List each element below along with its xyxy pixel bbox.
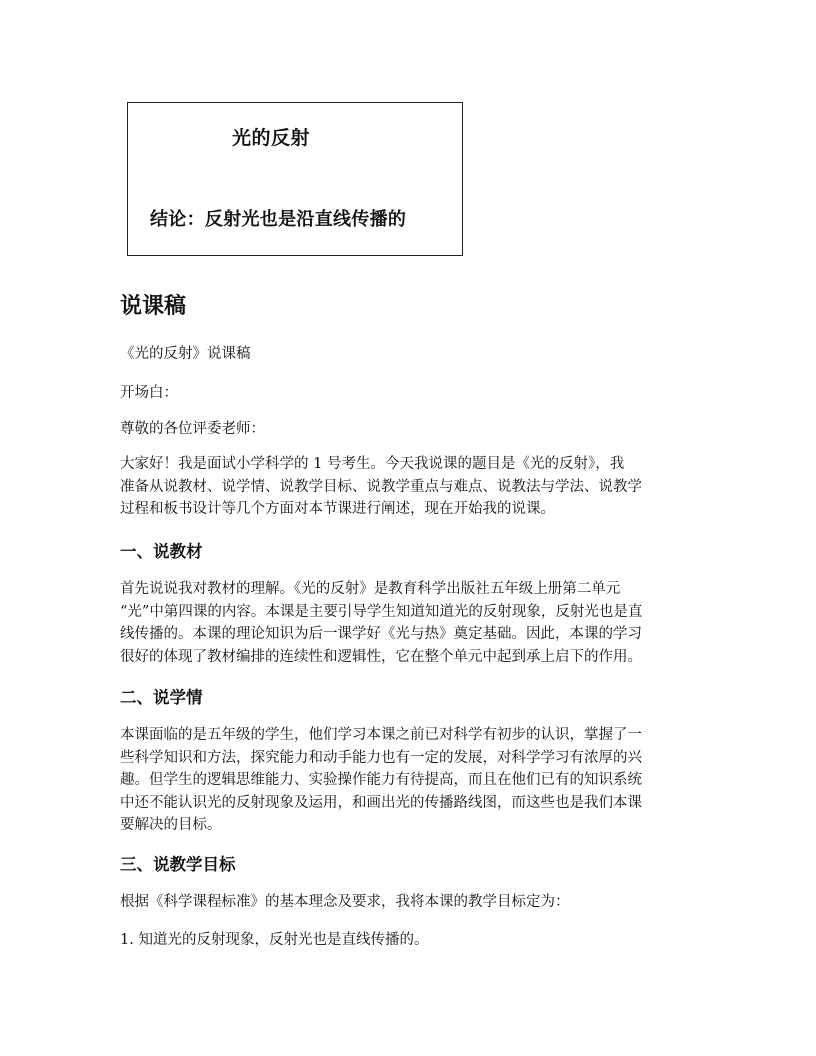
section-heading-students: 二、说学情 (120, 688, 203, 707)
greeting: 尊敬的各位评委老师： (120, 421, 265, 437)
doc-title: 《光的反射》说课稿 (120, 346, 251, 362)
board-title: 光的反射 (232, 127, 311, 149)
blackboard-design-box (127, 102, 463, 256)
objective-item-1: 1. 知道光的反射现象，反射光也是直线传播的。 (120, 932, 429, 948)
section-heading-textbook: 一、说教材 (120, 542, 203, 561)
board-conclusion: 结论：反射光也是沿直线传播的 (150, 209, 407, 230)
intro-paragraph: 大家好！我是面试小学科学的 1 号考生。今天我说课的题目是《光的反射》，我 准备从说教材、说学情、说教学目标、说教学重点与难点、说教法与学法、说教学 过程和板书设计等几个方面对本节课进行阐述，现在开始我的说课。 (120, 456, 642, 517)
main-heading: 说课稿 (120, 294, 187, 319)
opening-label: 开场白： (120, 385, 178, 401)
objectives-intro: 根据《科学课程标准》的基本理念及要求，我将本课的教学目标定为： (120, 894, 570, 910)
section-heading-objectives: 三、说教学目标 (120, 855, 236, 874)
section-body-textbook: 首先说说我对教材的理解。《光的反射》是教育科学出版社五年级上册第二单元 “光”中第四课的内容。本课是主要引导学生知道知道光的反射现象，反射光也是直 线传播的。本课的理论知识为后一课学好《光与热》奠定基础。因此，本课的学习 很好的体现了教材编排的连续性和逻辑性，它在整个单元中起到承上启下的作用。 (120, 581, 643, 665)
section-body-students: 本课面临的是五年级的学生，他们学习本课之前已对科学有初步的认识，掌握了一 些科学知识和方法，探究能力和动手能力也有一定的发展，对科学学习有浓厚的兴 趣。但学生的逻辑思维能力、实验操作能力有待提高，而且在他们已有的知识系统 中还不能认识光的反射现象及运用，和画出光的传播路线图，而这些也是我们本课 要解决的目标。 (120, 727, 642, 833)
